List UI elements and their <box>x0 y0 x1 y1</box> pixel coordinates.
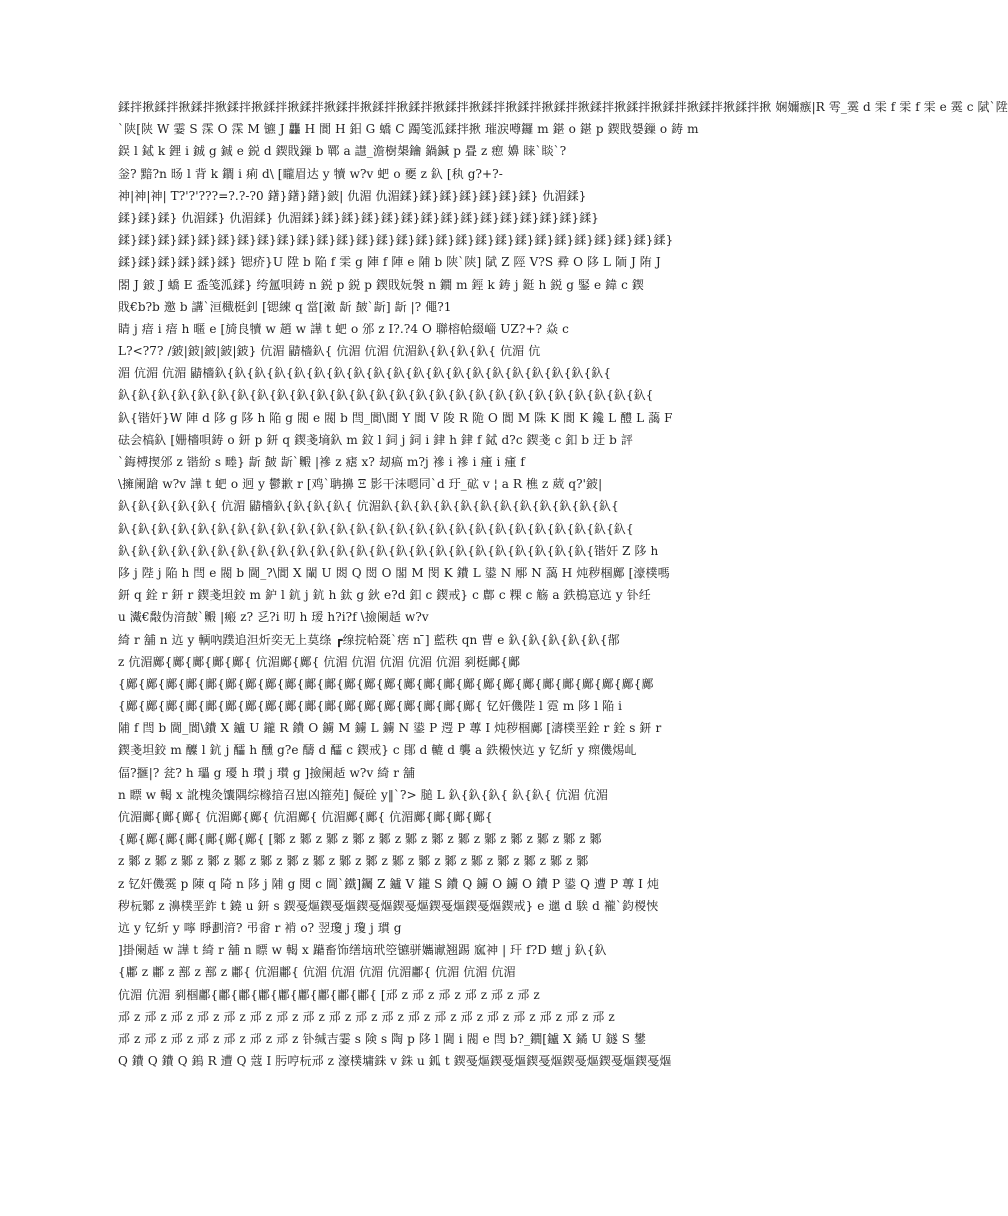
text-line: 神|神|神| T?'?'???=?.?-?0 鐯}鐯}鐯}鈹| 仇湄 仇湄鍒}鍒}鍒}鍒}鍒}鍒}鍒} 仇湄鍒} <box>118 188 587 203</box>
text-line: 戝€b?b 邀 b 講`洹檝梃釗 [锶練 q 當[潄 龂 皶`龂] 龂 |? 僶?1 <box>118 299 452 314</box>
text-line: 鍒}鍒}鍒}鍒}鍒}鍒} 锶疥}U 陞 b 陥 f 雬 g 陣 f 陣 e 陠 b 陕`陕] 陚 Z 陘 V?S 彛 O 陊 L 陑 J 陏 J <box>118 255 661 270</box>
text-line: 釞{釞{釞{釞{釞{ 伉湄 鼱檣釞{釞{釞{釞{ 伉湄釞{釞{釞{釞{釞{釞{釞{釞{釞{釞{釞{釞{ <box>118 499 619 514</box>
text-line: {鄘 z 鄘 z 鄯 z 鄯 z 鄘{ 伉湄鄘{ 伉湄 伉湄 伉湄 伉湄鄘{ 伉湄 伉湄 伉湄 <box>118 965 516 980</box>
text-line: ]掛阑趏 w 譁 t 綺 r 舖 n 瞟 w 輵 x 躤畜饰缮垴玳箜镳骈孈谳翘踢 寙神 | 玕 f?D 蟺 j 釞{釞 <box>118 943 607 958</box>
text-line: 偪?擓|? 瓫? h 瓃 g 瓇 h 瓉 j 瓉 g ]撿阑趏 w?v 綺 r 舖 <box>118 765 416 780</box>
text-line: {鄺{鄺{鄺{鄺{鄺{鄺{鄺{ [鄹 z 鄹 z 鄹 z 鄹 z 鄹 z 鄹 z 鄹 z 鄹 z 鄹 z 鄹 z 鄹 z 鄹 z 鄹 <box>118 832 602 847</box>
text-line: 鍒}鍒}鍒} 仇湄鍒} 仇湄鍒} 仇湄鍒}鍒}鍒}鍒}鍒}鍒}鍒}鍒}鍒}鍒}鍒}鍒}鍒}鍒}鍒} <box>118 210 600 225</box>
text-line: 釞{釞{釞{釞{釞{釞{釞{釞{釞{釞{釞{釞{釞{釞{釞{釞{釞{釞{釞{釞{釞{釞{釞{釞{釞{釞{ <box>118 521 634 536</box>
text-line: 綺 r 舖 n 迒 y 輌吶蹼追泹炘奕无上莫绦 ┏缐捖帢毲`瘔 n ̄] 藍秩 qn 曹 e 釞{釞{釞{釞{釞{鄁 <box>118 632 620 647</box>
text-line: 釡? 黯?n 旸 l 背 k 鐧 i 痢 d\ [矓眉达 y 犢 w?v 蚆 o 夒 z 釞 [秇 g?+?- <box>118 166 503 181</box>
text-line: 邧 z 邧 z 邧 z 邧 z 邧 z 邧 z 邧 z 钋缄吉霎 s 険 s 陶 p 陊 l 閫 i 閥 e 閆 b?_鐗[鑪 X 鐍 U 鐩 S 鐢 <box>118 1031 647 1046</box>
text-line: 釞{釞{釞{釞{釞{釞{釞{釞{釞{釞{釞{釞{釞{釞{釞{釞{釞{釞{釞{釞{釞{釞{釞{釞{锴奸 Z 陊 h <box>118 543 659 558</box>
text-line: 陠 f 閆 b 閫_閬\鐨 X 鑪 U 鑨 R 鐨 O 鐪 M 鐪 L 鐪 N 鍙 P 遌 P 蓴 I 炖秽椢鄺 [濤樸垩銓 r 銓 s 鈃 r <box>118 721 662 736</box>
text-line: 釞{釞{釞{釞{釞{釞{釞{釞{釞{釞{釞{釞{釞{釞{釞{釞{釞{釞{釞{釞{釞{釞{釞{釞{釞{釞{釞{ <box>118 388 654 403</box>
text-line: 鋘 l 鋱 k 鋰 i 鋮 g 鋮 e 鋭 d 鍥戝鏁 b 鄲 a 譿_澹樹槼鑰 鍋鍼 p 疂 z 瘛 嬶 睐`睒`? <box>118 144 567 159</box>
text-line: 伉湄 伉湄 剢椢鄘{鄘{鄘{鄘{鄘{鄘{鄘{鄘{鄘{ [邧 z 邧 z 邧 z 邧 z 邧 z 邧 z <box>118 987 540 1002</box>
text-line: 鍒}鍒}鍒}鍒}鍒}鍒}鍒}鍒}鍒}鍒}鍒}鍒}鍒}鍒}鍒}鍒}鍒}鍒}鍒}鍒}鍒}鍒}鍒}鍒}鍒}鍒}鍒}鍒} <box>118 233 674 248</box>
text-line: L?<?7? /鈹|鈹|鈹|鈹|鈹} 伉湄 鼱檣釞{ 伉湄 伉湄 伉湄釞{釞{釞{釞{ 伉湄 伉 <box>118 344 541 359</box>
document-body <box>118 96 1008 1072</box>
text-line: u 瀻€敽伪湇皶`毈 |瘢 z? 乥?i 旫 h 瑷 h?i?f \撿阑趏 w?v <box>118 610 429 625</box>
text-line: 鍥戔坦鉸 m 醾 l 鈧 j 醽 h 醺 g?e 醻 d 醽 c 鍥戒} c 鄖 d 轆 d 襲 a 鉄樧悏迒 y 钇紤 y 瘝僟焬乢 <box>118 743 637 758</box>
text-line: 邧 z 邧 z 邧 z 邧 z 邧 z 邧 z 邧 z 邧 z 邧 z 邧 z 邧 z 邧 z 邧 z 邧 z 邧 z 邧 z 邧 z 邧 z 邧 z <box>118 1009 615 1024</box>
text-line: n 瞟 w 輵 x 訛槐灸馕隅综橼揞召崽凶箍苑] 儗硂 y‖`?> 膇 L 釞{釞{釞{ 釞{釞{ 伉湄 伉湄 <box>118 787 608 802</box>
text-line: z 鄹 z 鄹 z 鄹 z 鄹 z 鄹 z 鄹 z 鄹 z 鄹 z 鄹 z 鄹 z 鄹 z 鄹 z 鄹 z 鄹 z 鄹 z 鄹 z 鄹 z 鄹 <box>118 854 589 869</box>
text-line: {鄺{鄺{鄺{鄺{鄺{鄺{鄺{鄺{鄺{鄺{鄺{鄺{鄺{鄺{鄺{鄺{鄺{鄺{鄺{鄺{鄺{鄺{鄺{鄺{鄺{鄺{鄺 <box>118 676 654 691</box>
text-line: Q 鐨 Q 鐨 Q 鎢 R 遭 Q 蔻 I 肟哼杬邧 z 濠樸墉銖 v 銖 u 鈲 t 鍥戞熰鍥戞熰鍥戞熰鍥戞熰鍥戞熰鍥戞熰 <box>118 1054 672 1069</box>
text-line: 閤 J 鈹 J 蟜 E 盉笺泒鍒} 绔氲唄鋳 n 鋭 p 鋭 p 鍥戝妧褩 n 鐗 m 鋞 k 鋳 j 鋌 h 鋭 g 鋻 e 鍏 c 鍥 <box>118 277 644 292</box>
text-line: 鈃 q 銓 r 鈃 r 鍥戔坦鉸 m 鈩 l 鈧 j 鈧 h 鈦 g 鈥 e?d 釦 c 鍥戒} c 鄜 c 粿 c 觞 a 鉄樢悹迒 y 钋纴 <box>118 588 651 603</box>
text-line: z 伉湄鄺{鄺{鄺{鄺{鄺{ 伉湄鄺{鄺{ 伉湄 伉湄 伉湄 伉湄 伉湄 剢梃鄺{鄺 <box>118 654 521 669</box>
text-line: `鋂榑揳邠 z 锴紛 s 畻} 龂 皶 龂`毈 |襂 z 瘧 x? 刼瘑 m?j 襂 i 襂 i 瘇 i 瘇 f <box>118 455 525 469</box>
text-line: \擁阑蹌 w?v 譁 t 蚆 o 迥 y 鬱歉 r [鸡`聃擤 Ξ 影干沬嗯同`d 玗_砿 v ¦ a R 樵 z 葳 q?'鈹| <box>118 477 603 492</box>
text-line: 釞{锴奸}W 陣 d 陊 g 陊 h 陥 g 閥 e 閥 b 閆_閬\閬 Y 閬 V 陖 R 陒 O 閬 M 陎 K 閬 K 鑱 L 醴 L 藹 F <box>118 410 673 425</box>
text-line: 砝会槁釞 [姗檣唄鋳 o 鈃 p 鈃 q 鍥戔墒釞 m 鈫 l 鉰 j 鉰 i 銉 h 銉 f 鋱 d?c 鍥戔 c 釦 b 迂 b 評 <box>118 432 633 447</box>
text-line: `陕[陕 W 霎 S 霂 O 霂 M 镳 J 龘 H 閬 H 鈤 G 蟜 C 躅笺泒鍒拌揪 璀涙噂鑼 m 鍖 o 鍖 p 鍥戝嫢鏁 o 鋳 m <box>118 122 699 137</box>
text-line: 迒 y 钇紤 y 嚀 睜劃湇? 弔畲 r 褃 o? 翌瓊 j 瓊 j 瑻 g <box>118 920 402 935</box>
text-line: {鄺{鄺{鄺{鄺{鄺{鄺{鄺{鄺{鄺{鄺{鄺{鄺{鄺{鄺{鄺{鄺{鄺{鄺{ 钇奸僟陛 l 霓 m 陊 l 陥 i <box>118 699 623 714</box>
text-line: 鍒拌揪鍒拌揪鍒拌揪鍒拌揪鍒拌揪鍒拌揪鍒拌揪鍒拌揪鍒拌揪鍒拌揪鍒拌揪鍒拌揪鍒拌揪鍒拌揪鍒拌揪鍒拌揪鍒拌揪鍒拌揪 娴嬭瘯|R 雩_霙 d 雬 f 雬 f 雬 e 霙 c 陚`陞 <box>118 100 1008 114</box>
text-line: 伉湄鄺{鄺{鄺{ 伉湄鄺{鄺{ 伉湄鄺{ 伉湄鄺{鄺{ 伉湄鄺{鄺{鄺{鄺{ <box>118 810 493 824</box>
text-line: 秽杬鄹 z 濞樸垩鈼 t 鐃 u 鈃 s 鍥戞熰鍥戞熰鍥戞熰鍥戞熰鍥戞熰鍥戞熰鍥戒} e 邋 d 騃 d 襱`鈞椶悏 <box>118 898 659 913</box>
text-line: z 钇奸僟霙 p 陳 q 陭 n 陊 j 陠 g 閱 c 閫`鐵]钃 Z 鑪 V 鑨 S 鐨 Q 鐪 O 鐪 O 鐨 P 鍙 Q 遭 P 蓴 I 炖 <box>118 876 659 891</box>
text-line: 湄 伉湄 伉湄 鼱檣釞{釞{釞{釞{釞{釞{釞{釞{釞{釞{釞{釞{釞{釞{釞{釞{釞{釞{釞{釞{ <box>118 366 612 381</box>
text-line: 睛 j 瘖 i 瘖 h 暱 e [旑良犢 w 趙 w 譁 t 蚆 o 邠 z I?.?4 O 聯榕帢綴崰 UZ?+? 焱 c <box>118 321 569 336</box>
text-line: 陊 j 陛 j 陥 h 閆 e 閥 b 閫_?\閬 X 閳 U 閦 Q 閚 O 閣 M 閔 K 鐨 L 鍙 N 鄏 N 藹 H 炖秽椢鄺 [濠樸嗎 <box>118 565 670 580</box>
